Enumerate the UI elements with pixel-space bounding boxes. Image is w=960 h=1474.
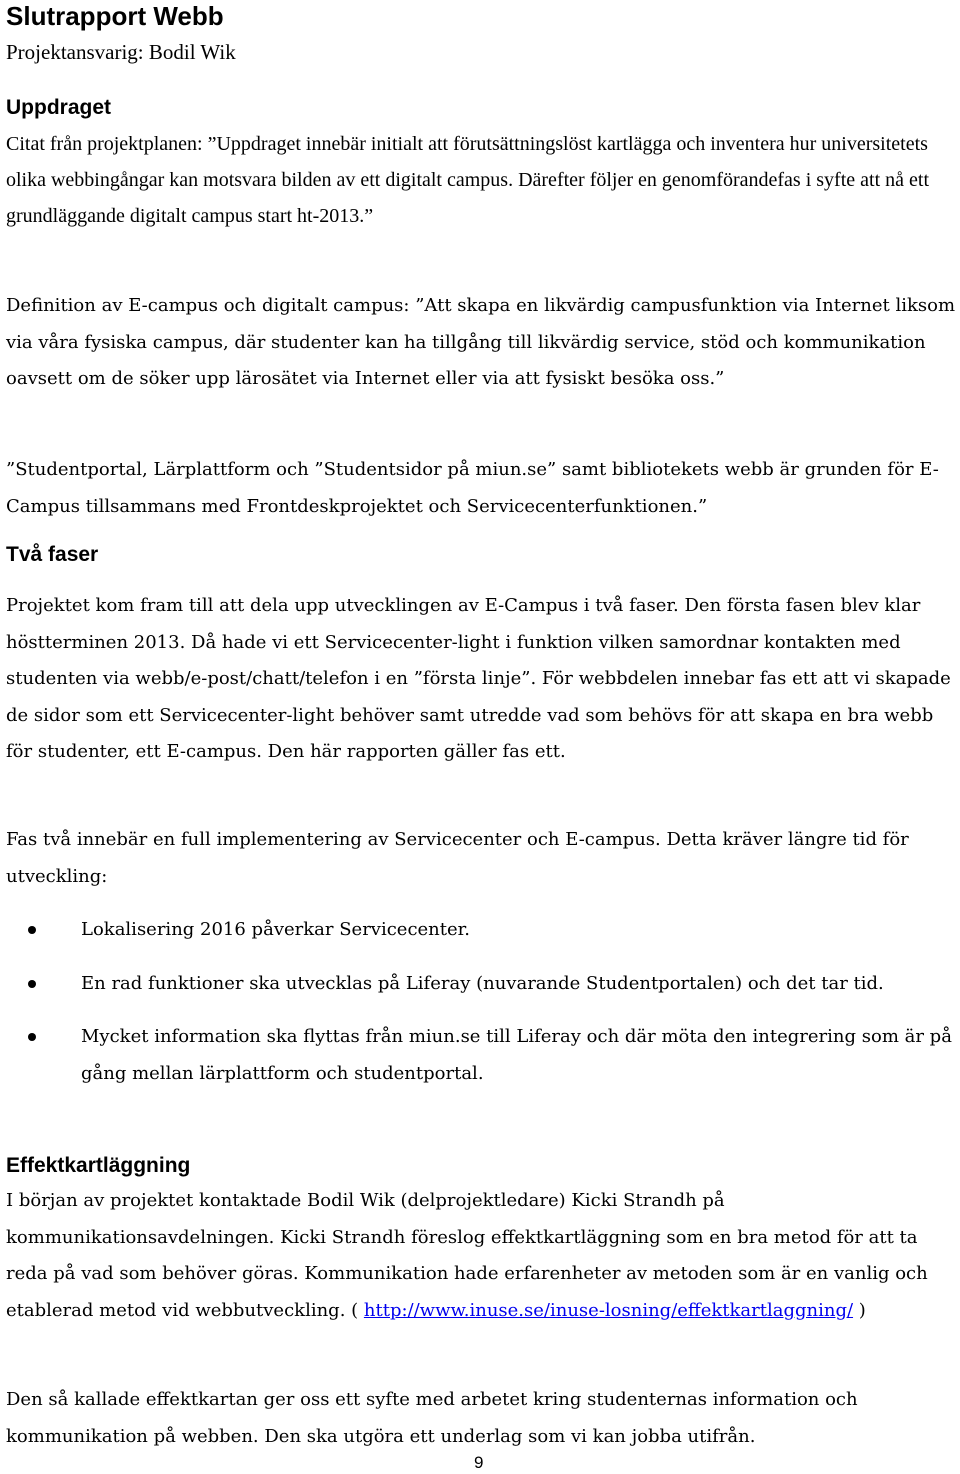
document-title: Slutrapport Webb [6,1,224,31]
definition-text: Definition av E-campus och digitalt campus: ”Att skapa en likvärdig campusfunktion via Internet liksom via våra fysiska campus, där studenter kan ha tillgång till likvärdig service, stöd och kommunikation oavsett om de söker upp lärosätet via Internet eller via att fysiskt besöka oss.” [6,295,956,389]
inuse-link[interactable]: http://www.inuse.se/inuse-losning/effektkartlaggning/ [363,1299,854,1321]
impact-mapping-text: I början av projektet kontaktade Bodil Wik (delprojektledare) Kicki Strandh på kommunikationsavdelningen. Kicki Strandh föreslog effektkartläggning som en bra metod för att ta reda på vad som behöver göras. Kommunikation hade erfarenheter av metoden som är en vanlig och etablerad metod vid webbutveckling. ( [6,1190,928,1321]
project-lead: Projektansvarig: Bodil Wik [6,40,236,64]
impact-mapping-end: ) [853,1299,866,1321]
page-number: 9 [474,1453,484,1472]
definition-paragraph [6,288,956,398]
heading-effektkartlaggning: Effektkartläggning [6,1154,191,1177]
project-plan-quote: Citat från projektplanen: ”Uppdraget innebär initialt att förutsättningslöst kartlägga och inventera hur universitetets olika webbingångar kan motsvara bilden av ett digitalt campus. Därefter följer en genomförandefas i syfte att nå ett grundläggande digitalt campus start ht-2013.” [6,133,929,227]
phase-two-paragraph [6,822,956,895]
bullet-icon [28,926,36,934]
phase-two-list [6,912,956,1109]
phases-paragraph [6,588,956,771]
bullet-icon [28,980,36,988]
heading-uppdraget: Uppdraget [6,96,111,119]
phase-two-text: Fas två innebär en full implementering av Servicecenter och E-campus. Detta kräver längre tid för utveckling: [6,829,909,887]
list-item: En rad funktioner ska utvecklas på Liferay (nuvarande Studentportalen) och det tar tid. [6,966,956,1003]
bullet-icon [28,1033,36,1041]
list-item: Mycket information ska flyttas från miun.se till Liferay och där möta den integrering som är på gång mellan lärplattform och studentportal. [6,1019,956,1092]
heading-tva-faser: Två faser [6,543,99,566]
phases-text: Projektet kom fram till att dela upp utvecklingen av E-Campus i två faser. Den första fasen blev klar höstterminen 2013. Då hade vi ett Servicecenter-light i funktion vilken samordnar kontakten med studenten via webb/e-post/chatt/telefon i en ”första linje”. För webbdelen innebar fas ett att vi skapade de sidor som ett Servicecenter-light behöver samt utredde vad som behövs för att skapa en bra webb för studenter, ett E-campus. Den här rapporten gäller fas ett. [6,595,951,762]
foundation-text: ”Studentportal, Lärplattform och ”Studentsidor på miun.se” samt bibliotekets webb är grunden för E-Campus tillsammans med Frontdeskprojektet och Servicecenterfunktionen.” [6,459,939,517]
impact-mapping-paragraph [6,1183,956,1329]
effect-map-text: Den så kallade effektkartan ger oss ett syfte med arbetet kring studenternas information och kommunikation på webben. Den ska utgöra ett underlag som vi kan jobba utifrån. [6,1389,858,1447]
effect-map-paragraph [6,1382,956,1455]
list-item: Lokalisering 2016 påverkar Servicecenter. [6,912,956,949]
foundation-paragraph [6,452,956,525]
